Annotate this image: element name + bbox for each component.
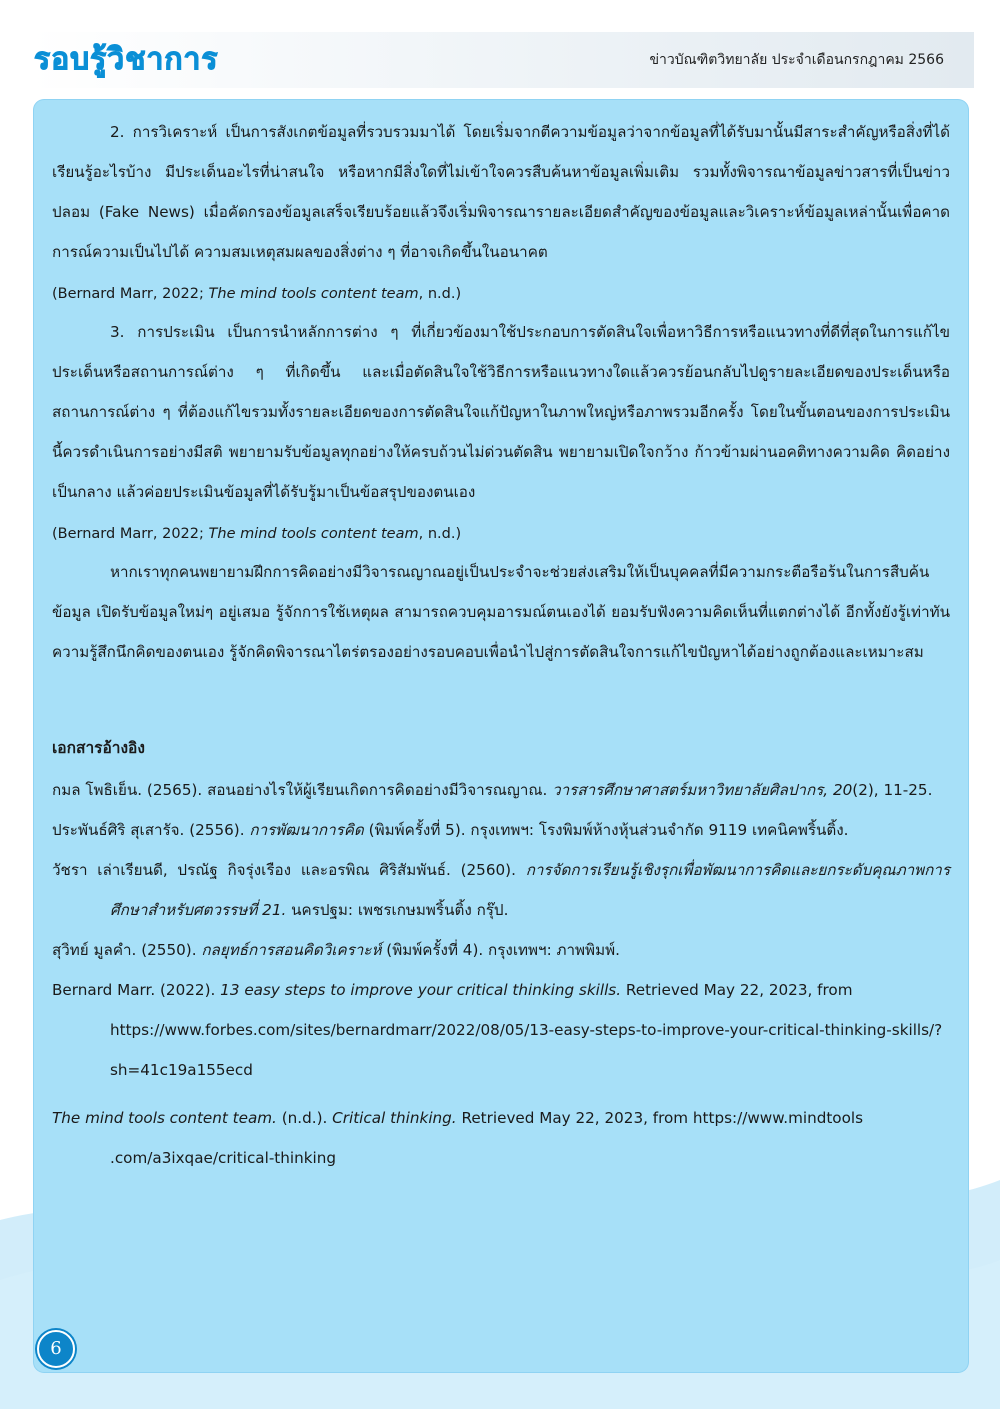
newsletter-issue-label: ข่าวบัณฑิตวิทยาลัย ประจำเดือนกรกฎาคม 2566 [649, 52, 944, 68]
reference-url-link[interactable]: .com/a3ixqae/critical-thinking [110, 1149, 337, 1167]
reference-end: (พิมพ์ครั้งที่ 4). กรุงเทพฯ: ภาพพิมพ์. [381, 941, 620, 959]
reference-text: ประพันธ์ศิริ สุเสารัจ. (2556). [52, 821, 250, 839]
reference-italic: การจัดการเรียนรู้เชิงรุกเพื่อพัฒนาการคิดและยกระดับคุณภาพการศึกษาสำหรับศตวรรษที่ 21. [110, 861, 950, 919]
citation-1-italic: The mind tools content team [208, 286, 419, 302]
reference-end: (พิมพ์ครั้งที่ 5). กรุงเทพฯ: โรงพิมพ์ห้างหุ้นส่วนจำกัด 9119 เทคนิคพริ้นติ้ง. [363, 821, 849, 839]
citation-2-text: (Bernard Marr, 2022; [52, 526, 209, 542]
reference-italic: การพัฒนาการคิด [249, 821, 364, 839]
reference-item [52, 1098, 950, 1178]
reference-url-link[interactable]: https://www.forbes.com/sites/bernardmarr/2022/08/05/13-easy-steps-to-improve-your-critical-thinking-skills/?sh=41c19a155ecd [110, 1021, 943, 1079]
article-body [52, 112, 950, 1178]
reference-italic: 13 easy steps to improve your critical thinking skills. [220, 981, 622, 999]
reference-text: สุวิทย์ มูลคำ. (2550). [52, 941, 202, 959]
reference-end: Retrieved May 22, 2023, from [621, 981, 853, 999]
paragraph-conclusion: หากเราทุกคนพยายามฝึกการคิดอย่างมีวิจารณญาณอยู่เป็นประจำจะช่วยส่งเสริมให้เป็นบุคคลที่มีความกระตือรือร้นในการสืบค้นข้อมูล เปิดรับข้อมูลใหม่ๆ อยู่เสมอ รู้จักการใช้เหตุผล สามารถควบคุมอารมณ์ตนเองได้ ยอมรับฟังความคิดเห็นที่แตกต่างได้ อีกทั้งยังรู้เท่าทันความรู้สึกนึกคิดของตนเอง รู้จักคิดพิจารณาไตร่ตรองอย่างรอบคอบเพื่อนำไปสู่การตัดสินใจการแก้ไขปัญหาได้อย่างถูกต้องและเหมาะสม [52, 563, 950, 661]
reference-item [52, 970, 950, 1090]
section-brand-title: รอบรู้วิชาการ [34, 42, 219, 77]
citation-1-end: , n.d.) [418, 286, 462, 302]
reference-item [52, 930, 950, 970]
paragraph-analysis: 2. การวิเคราะห์ เป็นการสังเกตข้อมูลที่รวบรวมมาได้ โดยเริ่มจากตีความข้อมูลว่าจากข้อมูลที่ได้รับมานั้นมีสาระสำคัญหรือสิ่งที่ได้เรียนรู้อะไรบ้าง มีประเด็นอะไรที่น่าสนใจ หรือหากมีสิ่งใดที่ไม่เข้าใจควรสืบค้นหาข้อมูลเพิ่มเติม รวมทั้งพิจารณาข้อมูลข่าวสารที่เป็นข่าวปลอม (Fake News) เมื่อคัดกรองข้อมูลเสร็จเรียบร้อยแล้วจึงเริ่มพิจารณารายละเอียดสำคัญของข้อมูลและวิเคราะห์ข้อมูลเหล่านั้นเพื่อคาดการณ์ความเป็นไปได้ ความสมเหตุสมผลของสิ่งต่าง ๆ ที่อาจเกิดขึ้นในอนาคต [52, 123, 950, 261]
reference-italic: Critical thinking. [332, 1109, 457, 1127]
page-header [30, 32, 974, 88]
reference-italic: กลยุทธ์การสอนคิดวิเคราะห์ [201, 941, 382, 959]
reference-item [52, 770, 950, 810]
citation-2 [52, 518, 950, 550]
citation-2-end: , n.d.) [418, 526, 462, 542]
reference-text: Bernard Marr. (2022). [52, 981, 221, 999]
citation-1-text: (Bernard Marr, 2022; [52, 286, 209, 302]
reference-end: (2), 11-25. [852, 781, 933, 799]
page-number-badge: 6 [37, 1330, 75, 1368]
reference-italic: วารสารศึกษาศาสตร์มหาวิทยาลัยศิลปากร, 20 [552, 781, 853, 799]
citation-2-italic: The mind tools content team [208, 526, 419, 542]
reference-text: (n.d.). [276, 1109, 333, 1127]
reference-url-link[interactable]: Retrieved May 22, 2023, from https://www.mindtools [456, 1109, 864, 1127]
reference-italic: The mind tools content team. [52, 1109, 277, 1127]
reference-item [52, 810, 950, 850]
paragraph-evaluation: 3. การประเมิน เป็นการนำหลักการต่าง ๆ ที่เกี่ยวข้องมาใช้ประกอบการตัดสินใจเพื่อหาวิธีการหรือแนวทางที่ดีที่สุดในการแก้ไขประเด็นหรือสถานการณ์ต่าง ๆ ที่เกิดขึ้น และเมื่อตัดสินใจใช้วิธีการหรือแนวทางใดแล้วควรย้อนกลับไปดูรายละเอียดของประเด็นหรือสถานการณ์ต่าง ๆ ที่ต้องแก้ไขรวมทั้งรายละเอียดของการตัดสินใจแก้ปัญหาในภาพใหญ่หรือภาพรวมอีกครั้ง โดยในขั้นตอนของการประเมินนี้ควรดำเนินการอย่างมีสติ พยายามรับข้อมูลทุกอย่างให้ครบถ้วนไม่ด่วนตัดสิน พยายามเปิดใจกว้าง ก้าวข้ามผ่านอคติทางความคิด คิดอย่างเป็นกลาง แล้วค่อยประเมินข้อมูลที่ได้รับรู้มาเป็นข้อสรุปของตนเอง [52, 323, 950, 501]
reference-text: วัชรา เล่าเรียนดี, ปรณัฐ กิจรุ่งเรือง และอรพิณ ศิริสัมพันธ์. (2560). [52, 861, 526, 879]
references-heading: เอกสารอ้างอิง [52, 739, 145, 757]
citation-1 [52, 278, 950, 310]
reference-item [52, 850, 950, 930]
reference-end: นครปฐม: เพชรเกษมพริ้นติ้ง กรุ๊ป. [286, 901, 509, 919]
reference-text: กมล โพธิเย็น. (2565). สอนอย่างไรให้ผู้เรียนเกิดการคิดอย่างมีวิจารณญาณ. [52, 781, 553, 799]
